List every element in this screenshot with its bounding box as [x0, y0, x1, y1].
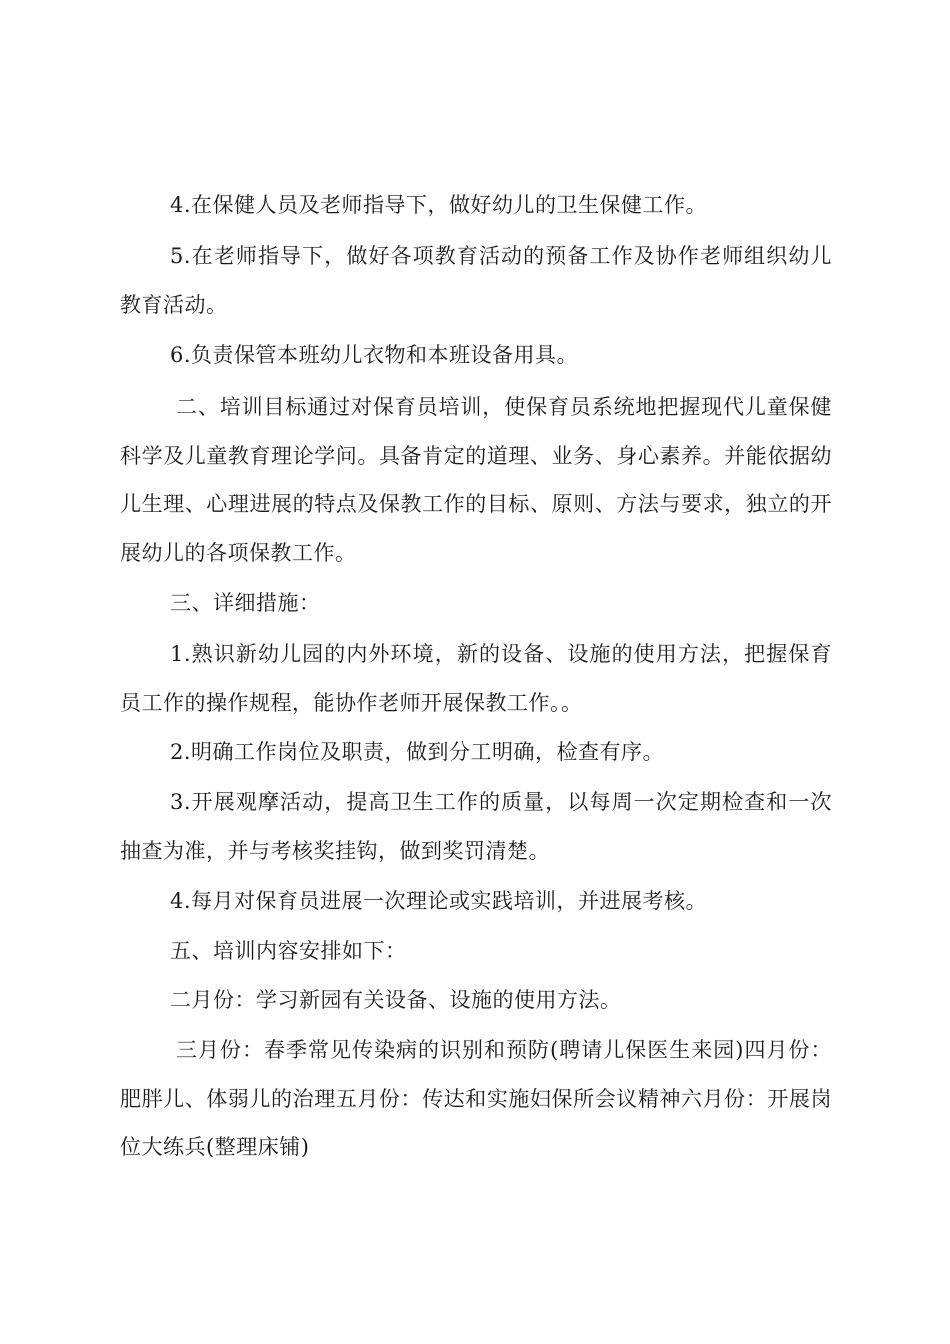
paragraph-training-goal: 二、培训目标通过对保育员培训，使保育员系统地把握现代儿童保健科学及儿童教育理论学问。具备肯定的道理、业务、身心素养。并能依据幼儿生理、心理进展的特点及保教工作的目标、原则、方法与要求，独立的开展幼儿的各项保教工作。 — [120, 395, 832, 565]
paragraph-march-june-plan: 三月份：春季常见传染病的识别和预防(聘请儿保医生来园)四月份：肥胖儿、体弱儿的治理五月份：传达和实施妇保所会议精神六月份：开展岗位大练兵(整理床铺) — [120, 1038, 832, 1159]
paragraph-measure-3: 3.开展观摩活动，提高卫生工作的质量，以每周一次定期检查和一次抽查为准，并与考核奖挂钩，做到奖罚清楚。 — [120, 790, 832, 863]
paragraph-custody-duty: 6.负责保管本班幼儿衣物和本班设备用具。 — [170, 343, 579, 367]
paragraph-health-care-duty: 4.在保健人员及老师指导下，做好幼儿的卫生保健工作。 — [170, 193, 708, 217]
paragraph-measure-4: 4.每月对保育员进展一次理论或实践培训，并进展考核。 — [170, 889, 708, 913]
paragraph-february-plan: 二月份：学习新园有关设备、设施的使用方法。 — [170, 988, 622, 1012]
paragraph-education-activity-duty: 5.在老师指导下，做好各项教育活动的预备工作及协作老师组织幼儿教育活动。 — [120, 244, 832, 317]
heading-detailed-measures: 三、详细措施： — [170, 591, 321, 615]
heading-training-schedule: 五、培训内容安排如下： — [170, 939, 407, 963]
paragraph-measure-2: 2.明确工作岗位及职责，做到分工明确，检查有序。 — [170, 740, 665, 764]
paragraph-measure-1: 1.熟识新幼儿园的内外环境，新的设备、设施的使用方法，把握保育员工作的操作规程，能协作老师开展保教工作。。 — [120, 642, 832, 715]
